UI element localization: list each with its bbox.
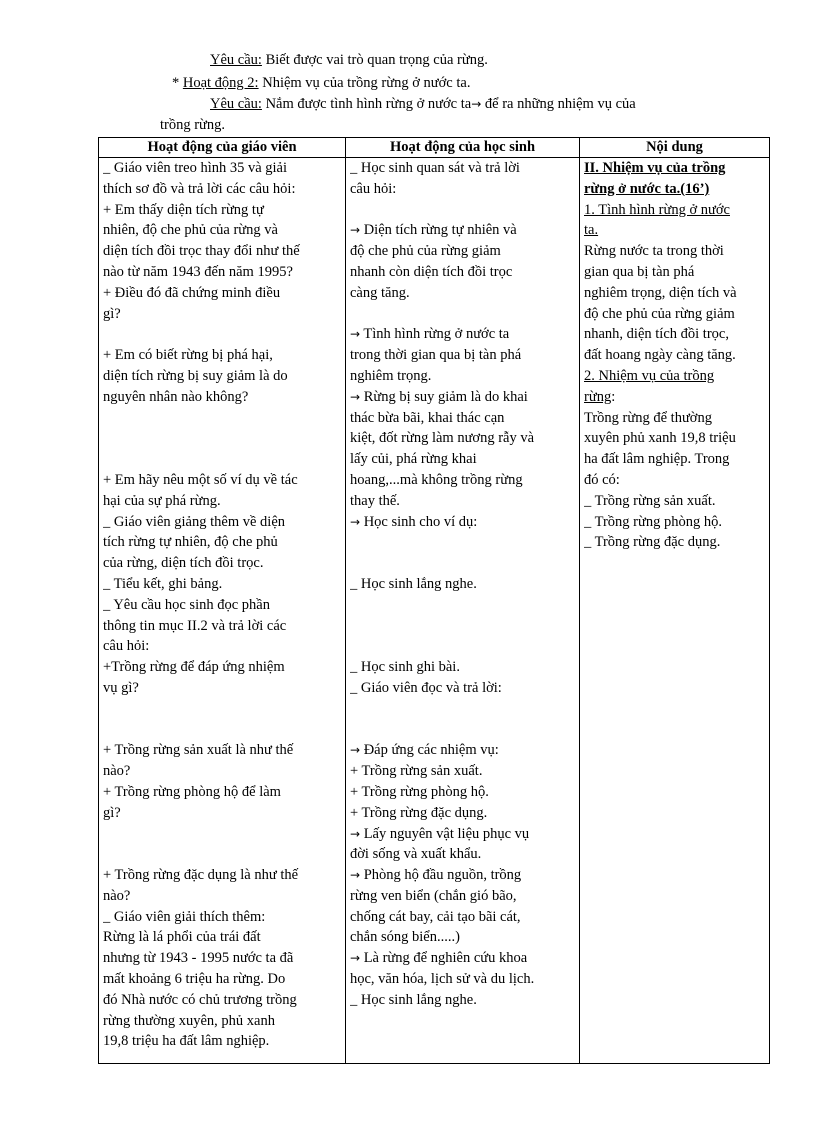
student-line: kiệt, đốt rừng làm nương rẫy và (350, 430, 535, 447)
teacher-line: 19,8 triệu ha đất lâm nghiệp. (103, 1033, 270, 1050)
student-line (350, 616, 575, 637)
teacher-line: + Trồng rừng sản xuất là như thế (103, 742, 294, 759)
content-line: đó có: (584, 471, 620, 488)
subsection-1-body (584, 241, 765, 366)
content-line: nghiêm trọng, diện tích và (584, 284, 737, 301)
arrow-icon: → (350, 514, 361, 529)
content-line: Rừng nước ta trong thời (584, 243, 724, 260)
teacher-line: tích rừng tự nhiên, độ che phủ (103, 534, 278, 551)
arrow-icon: → (350, 743, 361, 758)
teacher-line: + Em thấy diện tích rừng tự (103, 201, 264, 218)
student-line: + Trồng rừng sản xuất. (350, 763, 483, 780)
student-line: _ Học sinh quan sát và trả lời (350, 160, 520, 176)
teacher-line: + Điều đó đã chứng minh điều (103, 284, 281, 301)
student-line (350, 532, 575, 553)
arrow-icon: → (350, 327, 361, 342)
teacher-line: thích sơ đồ và trả lời các câu hỏi: (103, 180, 296, 197)
teacher-line: nhưng từ 1943 - 1995 nước ta đã (103, 950, 294, 967)
subsection-2-body (584, 408, 765, 554)
activity-heading (172, 74, 470, 92)
requirement-line-2 (210, 95, 636, 113)
requirement-label: Yêu cầu: (210, 52, 262, 68)
student-line: + Trồng rừng đặc dụng. (350, 804, 488, 821)
teacher-line: nào? (103, 763, 131, 780)
student-line (350, 720, 575, 741)
student-line: học, văn hóa, lịch sử và du lịch. (350, 971, 535, 988)
teacher-line (103, 449, 341, 470)
teacher-line (103, 428, 341, 449)
teacher-line: nhiên, độ che phủ của rừng và (103, 222, 278, 239)
student-line: câu hỏi: (350, 180, 397, 197)
student-column (346, 158, 580, 1064)
teacher-line: _ Giáo viên giải thích thêm: (103, 908, 266, 925)
content-line: độ che phủ của rừng giảm (584, 305, 735, 322)
student-line: → Đáp ứng các nhiệm vụ: (350, 742, 499, 759)
content-line: _ Trồng rừng sản xuất. (584, 492, 716, 509)
teacher-line: đó Nhà nước có chủ trương trồng (103, 991, 297, 1008)
student-line: nhanh còn diện tích đồi trọc (350, 263, 513, 280)
student-line: thay thế. (350, 492, 400, 509)
student-line: nghiêm trọng. (350, 367, 432, 384)
student-activity-list (350, 158, 575, 1063)
content-line: gian qua bị tàn phá (584, 263, 695, 280)
content-line: Trồng rừng để thường (584, 409, 712, 426)
student-line: _ Học sinh ghi bài. (350, 659, 460, 676)
student-line: _ Học sinh lắng nghe. (350, 575, 477, 592)
teacher-line (103, 824, 341, 845)
student-line (350, 553, 575, 574)
header-content: Nội dung (580, 138, 770, 158)
teacher-line (103, 408, 341, 429)
student-line (350, 595, 575, 616)
teacher-line (103, 324, 341, 345)
requirement-line-1 (210, 51, 488, 69)
content-line: nhanh, diện tích đồi trọc, (584, 326, 729, 343)
teacher-line: mất khoảng 6 triệu ha rừng. Do (103, 971, 286, 988)
student-line: chống cát bay, cải tạo bãi cát, (350, 908, 521, 925)
teacher-line: diện tích rừng bị suy giảm là do (103, 367, 288, 384)
student-line: → Là rừng để nghiên cứu khoa (350, 950, 528, 967)
student-line: càng tăng. (350, 284, 410, 301)
student-line (350, 636, 575, 657)
content-line: xuyên phủ xanh 19,8 triệu (584, 430, 736, 447)
teacher-column (99, 158, 346, 1064)
requirement-text-2b: để ra những nhiệm vụ của (481, 96, 636, 112)
lesson-table (98, 137, 770, 1064)
teacher-line: nguyên nhân nào không? (103, 388, 249, 405)
teacher-line (103, 720, 341, 741)
header-teacher: Hoạt động của giáo viên (99, 138, 346, 158)
requirement-text-2a: Nắm được tình hình rừng ở nước ta (261, 96, 472, 112)
student-line: → Phòng hộ đầu nguồn, trồng (350, 867, 522, 884)
student-line: lấy củi, phá rừng khai (350, 451, 477, 468)
requirement-text-2c: trồng rừng. (160, 117, 226, 133)
student-line: + Trồng rừng phòng hộ. (350, 783, 489, 800)
teacher-line: diện tích đồi trọc thay đổi như thế (103, 243, 300, 260)
student-line: đời sống và xuất khẩu. (350, 846, 482, 863)
arrow-icon: → (350, 223, 361, 238)
teacher-line: hại của sự phá rừng. (103, 492, 221, 509)
student-line: thác bừa bãi, khai thác cạn (350, 409, 505, 426)
student-line: trong thời gian qua bị tàn phá (350, 347, 522, 364)
content-column (580, 158, 770, 1064)
teacher-line: nào? (103, 887, 131, 904)
table-header-row (99, 138, 770, 158)
teacher-line: + Trồng rừng phòng hộ để làm (103, 783, 281, 800)
teacher-line: câu hỏi: (103, 638, 150, 655)
teacher-line: gì? (103, 804, 121, 821)
content-notes (584, 158, 765, 1063)
teacher-line: + Trồng rừng đặc dụng là như thế (103, 867, 299, 884)
student-line: → Học sinh cho ví dụ: (350, 513, 478, 530)
student-line: _ Học sinh lắng nghe. (350, 991, 477, 1008)
student-line: → Tình hình rừng ở nước ta (350, 326, 510, 343)
subsection-2-title: 2. Nhiệm vụ của trồng (584, 367, 715, 384)
content-line: _ Trồng rừng phòng hộ. (584, 513, 722, 530)
header-student: Hoạt động của học sinh (346, 138, 580, 158)
subsection-1-title-cont: ta. (584, 222, 599, 239)
section-title-cont: rừng ở nước ta.(16’) (584, 180, 710, 197)
student-line: hoang,...mà không trồng rừng (350, 471, 523, 488)
content-line: đất hoang ngày càng tăng. (584, 347, 736, 364)
section-title: II. Nhiệm vụ của trồng (584, 160, 726, 176)
student-line (350, 304, 575, 325)
teacher-line: + Em hãy nêu một số ví dụ về tác (103, 471, 298, 488)
student-line: → Lấy nguyên vật liệu phục vụ (350, 825, 530, 842)
student-line: → Diện tích rừng tự nhiên và (350, 222, 517, 239)
teacher-line (103, 699, 341, 720)
student-line (350, 699, 575, 720)
teacher-line: của rừng, diện tích đồi trọc. (103, 555, 264, 572)
content-line: _ Trồng rừng đặc dụng. (584, 534, 721, 551)
activity-label: Hoạt động 2: (182, 75, 259, 91)
teacher-line: gì? (103, 305, 121, 322)
teacher-activity-list (103, 158, 341, 1063)
arrow-icon: → (350, 951, 361, 966)
student-line: → Rừng bị suy giảm là do khai (350, 388, 528, 405)
table-body-row (99, 158, 770, 1064)
teacher-line: rừng thường xuyên, phủ xanh (103, 1012, 275, 1029)
teacher-line: nào từ năm 1943 đến năm 1995? (103, 263, 293, 280)
subsection-2-title-cont: rừng: (584, 388, 616, 405)
requirement-line-2-cont (160, 116, 225, 134)
teacher-line: + Em có biết rừng bị phá hại, (103, 347, 273, 364)
student-line: rừng ven biển (chắn gió bão, (350, 887, 517, 904)
teacher-line: +Trồng rừng để đáp ứng nhiệm (103, 659, 285, 676)
subsection-1-title: 1. Tình hình rừng ở nước (584, 201, 730, 218)
teacher-line: vụ gì? (103, 679, 139, 696)
requirement-label-2: Yêu cầu: (210, 96, 262, 112)
teacher-line (103, 844, 341, 865)
student-line: chắn sóng biển.....) (350, 929, 460, 946)
arrow-icon: → (350, 868, 361, 883)
teacher-line: Rừng là lá phổi của trái đất (103, 929, 261, 946)
teacher-line: _ Giáo viên giảng thêm về diện (103, 513, 286, 530)
arrow-icon: → (350, 826, 361, 841)
content-line: ha đất lâm nghiệp. Trong (584, 451, 730, 468)
student-line: độ che phủ của rừng giảm (350, 243, 501, 260)
teacher-line: thông tin mục II.2 và trả lời các (103, 617, 287, 634)
arrow-icon: → (350, 389, 361, 404)
arrow-icon: → (471, 97, 482, 111)
requirement-text: Biết được vai trò quan trọng của rừng. (261, 52, 488, 68)
activity-bullet: * (172, 75, 183, 91)
teacher-line: _ Giáo viên treo hình 35 và giải (103, 160, 288, 176)
student-line: _ Giáo viên đọc và trả lời: (350, 679, 502, 696)
activity-title: Nhiệm vụ của trồng rừng ở nước ta. (258, 75, 471, 91)
teacher-line: _ Tiểu kết, ghi bảng. (103, 575, 223, 592)
student-line (350, 200, 575, 221)
teacher-line: _ Yêu cầu học sinh đọc phần (103, 596, 270, 613)
